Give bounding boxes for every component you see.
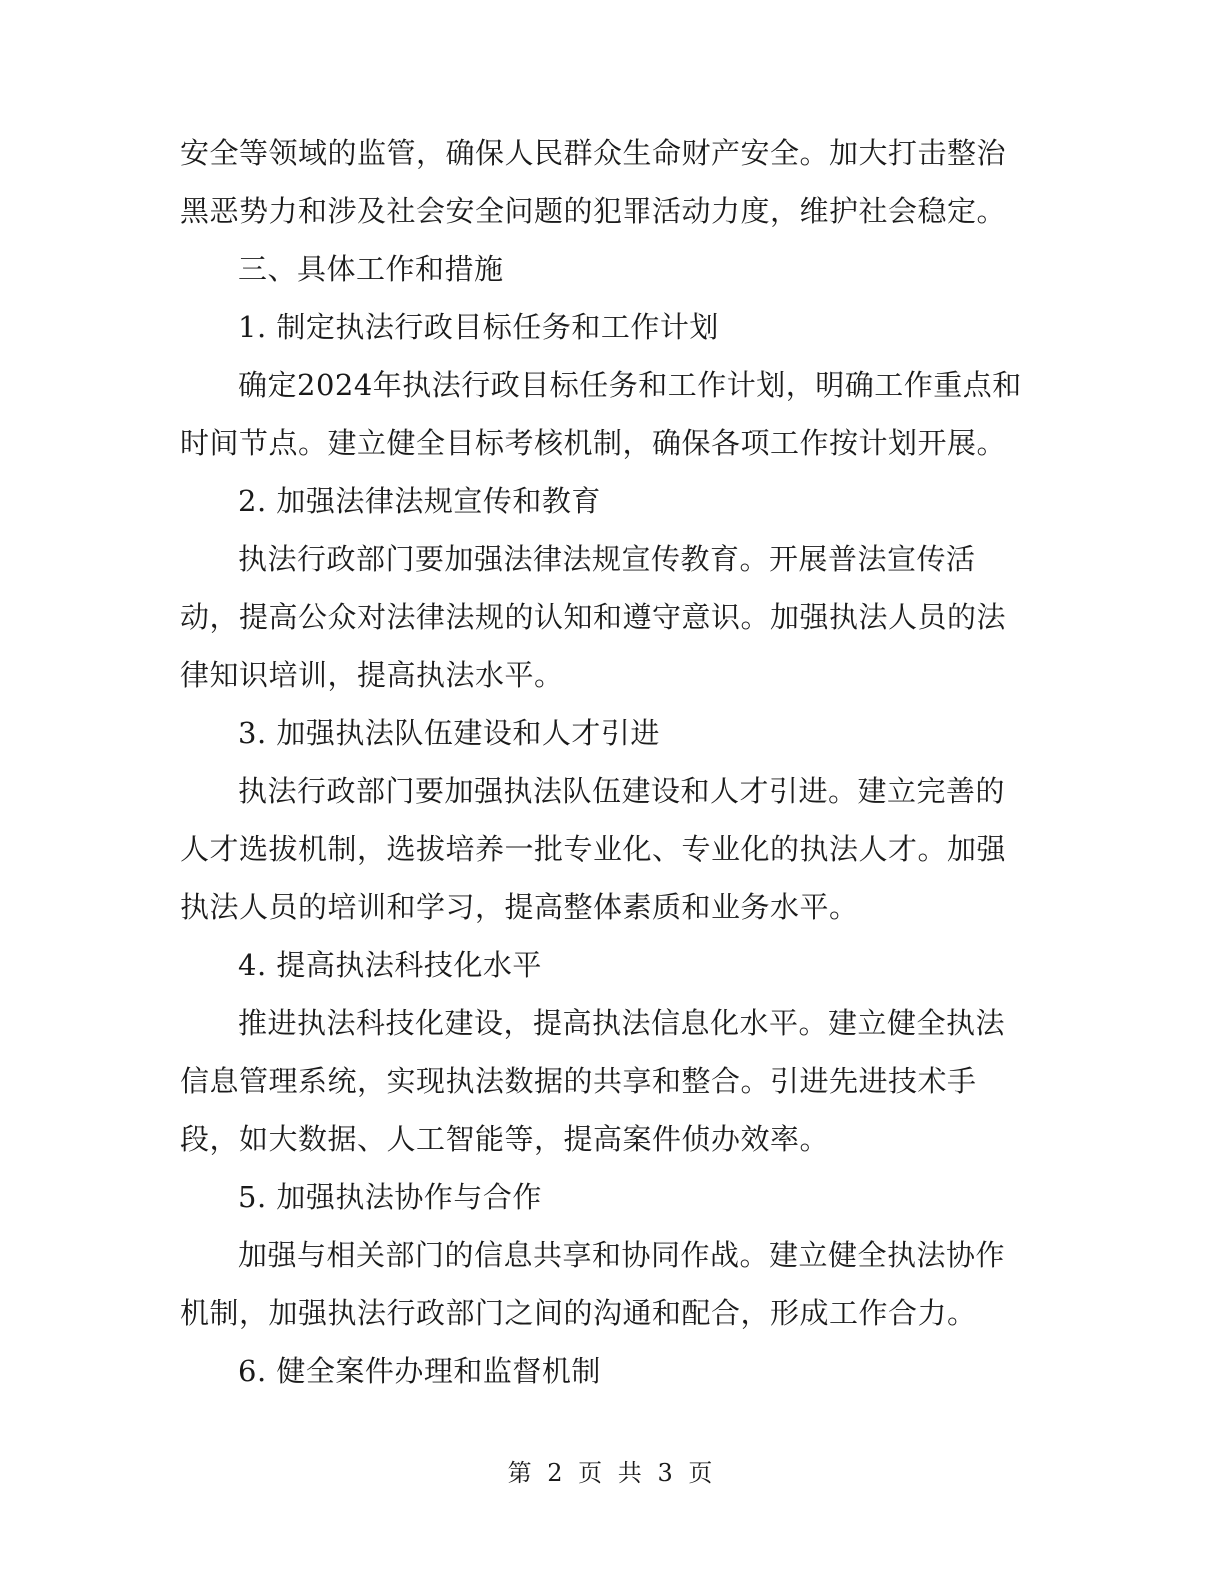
text-line: 信息管理系统，实现执法数据的共享和整合。引进先进技术手: [180, 1064, 977, 1098]
item-heading: 3. 加强执法队伍建设和人才引进: [238, 716, 660, 750]
text-line: 时间节点。建立健全目标考核机制，确保各项工作按计划开展。: [180, 426, 1007, 460]
text-line: 安全等领域的监管，确保人民群众生命财产安全。加大打击整治: [180, 136, 1007, 170]
text-line: 黑恶势力和涉及社会安全问题的犯罪活动力度，维护社会稳定。: [180, 194, 1007, 228]
document-body: [180, 124, 1042, 1400]
page-number: 第 2 页 共 3 页: [507, 1459, 717, 1487]
text-line: 人才选拔机制，选拔培养一批专业化、专业化的执法人才。加强: [180, 832, 1007, 866]
item-heading: 4. 提高执法科技化水平: [238, 948, 542, 982]
text-line: 加强与相关部门的信息共享和协同作战。建立健全执法协作: [238, 1238, 1006, 1272]
item-heading: 6. 健全案件办理和监督机制: [238, 1354, 601, 1388]
item-heading: 5. 加强执法协作与合作: [238, 1180, 542, 1214]
text-line: 执法行政部门要加强执法队伍建设和人才引进。建立完善的: [238, 774, 1006, 808]
text-line: 律知识培训，提高执法水平。: [180, 658, 564, 692]
text-line: 机制，加强执法行政部门之间的沟通和配合，形成工作合力。: [180, 1296, 977, 1330]
text-line: 动，提高公众对法律法规的认知和遵守意识。加强执法人员的法: [180, 600, 1007, 634]
section-heading: 三、具体工作和措施: [238, 252, 504, 286]
text-line: 执法人员的培训和学习，提高整体素质和业务水平。: [180, 890, 859, 924]
text-line: 执法行政部门要加强法律法规宣传教育。开展普法宣传活: [238, 542, 976, 576]
item-heading: 1. 制定执法行政目标任务和工作计划: [238, 310, 719, 344]
text-line: 段，如大数据、人工智能等，提高案件侦办效率。: [180, 1122, 830, 1156]
text-line: 确定2024年执法行政目标任务和工作计划，明确工作重点和: [238, 368, 1022, 402]
item-heading: 2. 加强法律法规宣传和教育: [238, 484, 601, 518]
text-line: 推进执法科技化建设，提高执法信息化水平。建立健全执法: [238, 1006, 1006, 1040]
